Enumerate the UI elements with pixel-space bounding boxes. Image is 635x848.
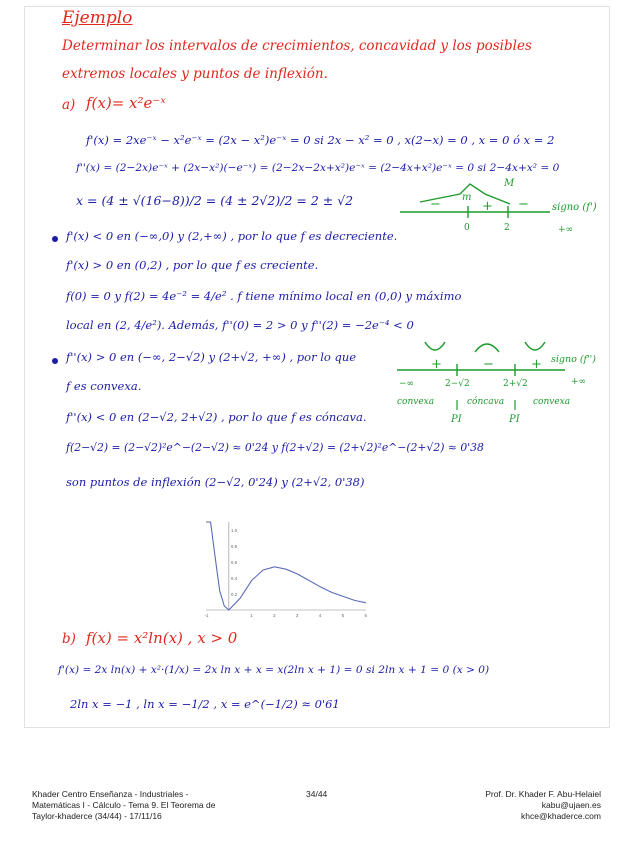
plot-y-tick-label: 1.0: [230, 528, 238, 533]
sign-diagram-second-derivative: [395, 334, 610, 428]
footer-email-1: kabu@ujaen.es: [541, 800, 601, 810]
part-a-function: f(x)= x²e⁻ˣ: [86, 94, 166, 112]
sign2-tick-2-plus-r2: 2+√2: [503, 379, 528, 389]
plot-y-tick-label: 0.4: [230, 576, 238, 581]
part-b-derivative-line: f'(x) = 2x ln(x) + x²·(1/x) = 2x ln x + x = x(2ln x + 1) = 0 si 2ln x + 1 = 0 (x > 0): [58, 664, 490, 676]
statement-line-1: Determinar los intervalos de crecimientos, concavidad y los posibles: [62, 38, 532, 54]
plot-y-tick-label: 0.8: [230, 544, 238, 549]
sign2-tick-pos-inf: +∞: [571, 377, 587, 387]
sign1-label: signo (f'): [552, 202, 597, 213]
concave-line: f''(x) < 0 en (2−√2, 2+√2) , por lo que f es cóncava.: [66, 410, 367, 424]
plot-y-tick-label: 0.2: [230, 592, 238, 597]
second-derivative-line: f''(x) = (2−2x)e⁻ˣ + (2x−x²)(−e⁻ˣ) = (2−2x−2x+x²)e⁻ˣ = (2−4x+x²)e⁻ˣ = 0 si 2−4x+x² = 0: [76, 162, 560, 174]
sign1-minus-1: −: [430, 197, 441, 212]
statement-line-2: extremos locales y puntos de inflexión.: [62, 66, 328, 82]
first-derivative-line: f'(x) = 2xe⁻ˣ − x²e⁻ˣ = (2x − x²)e⁻ˣ = 0 si 2x − x² = 0 , x(2−x) = 0 , x = 0 ó x = 2: [86, 133, 555, 147]
plot-x-tick-label: 2: [273, 613, 276, 618]
sign-diagram-first-derivative: [400, 170, 615, 240]
sign2-tick-neg-inf: −∞: [399, 379, 415, 389]
sign2-plus-1: +: [431, 357, 442, 372]
plot-x-tick-label: 1: [250, 613, 253, 618]
bullet-monotonicity: [52, 236, 58, 242]
values-line: f(0) = 0 y f(2) = 4e⁻² = 4/e² . f tiene mínimo local en (0,0) y máximo: [66, 289, 462, 303]
footer-left-line-2: Matemáticas I - Cálculo - Tema 9. El Teorema de: [32, 800, 216, 810]
inflection-values-line: f(2−√2) = (2−√2)²e^−(2−√2) ≈ 0'24 y f(2+√2) = (2+√2)²e^−(2+√2) ≈ 0'38: [66, 441, 484, 454]
footer-email-2: khce@khaderce.com: [521, 811, 601, 821]
function-plot: [200, 518, 372, 622]
part-a-label: a): [62, 97, 76, 113]
increasing-line: f'(x) > 0 en (0,2) , por lo que f es creciente.: [66, 258, 319, 272]
sign1-max-mark: M: [504, 178, 515, 189]
sign1-min-mark: m: [462, 192, 472, 203]
sign2-label: signo (f''): [551, 354, 597, 365]
sign2-region-convex-1: convexa: [397, 397, 435, 407]
sign2-pi-2: PI: [509, 414, 520, 425]
footer-left: [32, 789, 215, 822]
part-b-solution-line: 2ln x = −1 , ln x = −1/2 , x = e^(−1/2) ≈ 0'61: [70, 697, 340, 711]
sign2-plus-2: +: [531, 357, 542, 372]
sign1-tick-0: 0: [464, 223, 470, 233]
sign2-minus: −: [483, 357, 494, 372]
plot-x-tick-label: 4: [318, 613, 322, 618]
plot-x-tick-label: 6: [364, 613, 368, 618]
bullet-concavity: [52, 358, 58, 364]
decreasing-line: f'(x) < 0 en (−∞,0) y (2,+∞) , por lo que f es decreciente.: [66, 229, 398, 243]
footer-right: [485, 789, 601, 822]
footer-left-line-3: Taylor-khaderce (34/44) - 17/11/16: [32, 811, 162, 821]
sign1-tick-2: 2: [504, 223, 510, 233]
sign2-region-convex-2: convexa: [533, 397, 571, 407]
footer-author: Prof. Dr. Khader F. Abu-Helaiel: [485, 789, 601, 799]
footer-left-line-1: Khader Centro Enseñanza - Industriales -: [32, 789, 189, 799]
part-b-function: f(x) = x²ln(x) , x > 0: [86, 629, 238, 647]
plot-x-tick-label: 5: [341, 613, 345, 618]
sign2-pi-1: PI: [451, 414, 462, 425]
sign1-tick-inf: +∞: [558, 225, 574, 235]
sign2-tick-2-minus-r2: 2−√2: [445, 379, 470, 389]
plot-x-tick-label: 3: [295, 613, 299, 618]
sign2-region-concave: cóncava: [467, 397, 505, 407]
part-b-label: b): [62, 631, 76, 647]
inflection-points-line: son puntos de inflexión (2−√2, 0'24) y (2+√2, 0'38): [66, 475, 365, 489]
convex-line: f''(x) > 0 en (−∞, 2−√2) y (2+√2, +∞) , por lo que: [66, 350, 357, 364]
slide-title: Ejemplo: [62, 8, 133, 28]
roots-line: x = (4 ± √(16−8))/2 = (4 ± 2√2)/2 = 2 ± √2: [76, 193, 354, 208]
plot-y-tick-label: 0.6: [230, 560, 238, 565]
convex-line-2: f es convexa.: [66, 379, 142, 393]
sign1-minus-2: −: [518, 197, 529, 212]
local-extrema-line: local en (2, 4/e²). Además, f''(0) = 2 > 0 y f''(2) = −2e⁻⁴ < 0: [66, 318, 414, 332]
sign1-plus: +: [482, 199, 493, 214]
footer-page-number: 34/44: [306, 789, 328, 799]
plot-x-tick-label: -1: [204, 613, 209, 618]
